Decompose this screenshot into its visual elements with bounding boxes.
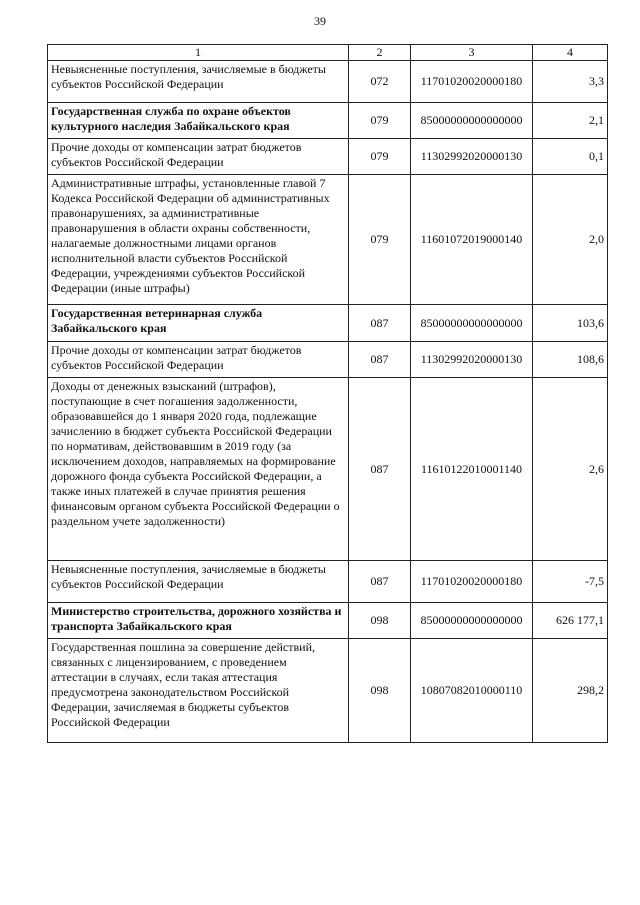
row-amount: 2,6 bbox=[533, 378, 608, 561]
row-name: Административные штрафы, установленные главой 7 Кодекса Российской Федерации об административных правонарушениях, за административные правонарушения в области охраны собственности, налагаемые должностными лицами органов исполнительной власти субъектов Российской Федерации, учреждениями субъектов Российской Федерации (иные штрафы) bbox=[48, 175, 349, 305]
column-header-kbk: 3 bbox=[411, 45, 533, 61]
column-header-code: 2 bbox=[349, 45, 411, 61]
row-name: Государственная ветеринарная служба Забайкальского края bbox=[48, 305, 349, 342]
row-kbk: 11701020020000180 bbox=[411, 561, 533, 603]
row-name: Доходы от денежных взысканий (штрафов), поступающие в счет погашения задолженности, образовавшейся до 1 января 2020 года, подлежащие зачислению в бюджет субъекта Российской Федерации по нормативам, действовавшим в 2019 году (за исключением доходов, направляемых на формирование дорожного фонда субъекта Российской Федерации, а также иных платежей в случае принятия решения финансовым органом субъекта Российской Федерации о раздельном учете задолженности) bbox=[48, 378, 349, 561]
row-amount: 2,1 bbox=[533, 103, 608, 139]
row-kbk: 11302992020000130 bbox=[411, 139, 533, 175]
row-kbk: 85000000000000000 bbox=[411, 305, 533, 342]
row-code: 087 bbox=[349, 342, 411, 378]
table-row bbox=[48, 378, 608, 561]
row-name: Невыясненные поступления, зачисляемые в бюджеты субъектов Российской Федерации bbox=[48, 61, 349, 103]
table-row bbox=[48, 175, 608, 305]
row-code: 087 bbox=[349, 561, 411, 603]
row-kbk: 11601072019000140 bbox=[411, 175, 533, 305]
row-name: Невыясненные поступления, зачисляемые в бюджеты субъектов Российской Федерации bbox=[48, 561, 349, 603]
row-name: Прочие доходы от компенсации затрат бюджетов субъектов Российской Федерации bbox=[48, 139, 349, 175]
table-header-row bbox=[48, 45, 608, 61]
row-code: 072 bbox=[349, 61, 411, 103]
row-code: 079 bbox=[349, 175, 411, 305]
page-number: 39 bbox=[314, 14, 326, 28]
row-name: Прочие доходы от компенсации затрат бюджетов субъектов Российской Федерации bbox=[48, 342, 349, 378]
row-code: 098 bbox=[349, 639, 411, 743]
row-amount: 3,3 bbox=[533, 61, 608, 103]
row-amount: -7,5 bbox=[533, 561, 608, 603]
row-amount: 298,2 bbox=[533, 639, 608, 743]
table-row bbox=[48, 639, 608, 743]
row-code: 087 bbox=[349, 378, 411, 561]
row-code: 079 bbox=[349, 139, 411, 175]
table-row bbox=[48, 342, 608, 378]
table-row bbox=[48, 603, 608, 639]
row-amount: 103,6 bbox=[533, 305, 608, 342]
row-kbk: 85000000000000000 bbox=[411, 603, 533, 639]
table-row bbox=[48, 103, 608, 139]
row-code: 079 bbox=[349, 103, 411, 139]
row-code: 087 bbox=[349, 305, 411, 342]
row-amount: 626 177,1 bbox=[533, 603, 608, 639]
row-kbk: 10807082010000110 bbox=[411, 639, 533, 743]
revenue-table bbox=[47, 44, 608, 743]
row-name: Государственная служба по охране объектов культурного наследия Забайкальского края bbox=[48, 103, 349, 139]
row-kbk: 85000000000000000 bbox=[411, 103, 533, 139]
row-name: Государственная пошлина за совершение действий, связанных с лицензированием, с проведением аттестации в случаях, если такая аттестация предусмотрена законодательством Российской Федерации, зачисляемая в бюджеты субъектов Российской Федерации bbox=[48, 639, 349, 743]
column-header-name: 1 bbox=[48, 45, 349, 61]
table-row bbox=[48, 139, 608, 175]
row-name: Министерство строительства, дорожного хозяйства и транспорта Забайкальского края bbox=[48, 603, 349, 639]
table-row bbox=[48, 61, 608, 103]
row-kbk: 11302992020000130 bbox=[411, 342, 533, 378]
column-header-amount: 4 bbox=[533, 45, 608, 61]
row-kbk: 11610122010001140 bbox=[411, 378, 533, 561]
table-row bbox=[48, 305, 608, 342]
table-row bbox=[48, 561, 608, 603]
row-kbk: 11701020020000180 bbox=[411, 61, 533, 103]
row-code: 098 bbox=[349, 603, 411, 639]
row-amount: 108,6 bbox=[533, 342, 608, 378]
row-amount: 0,1 bbox=[533, 139, 608, 175]
row-amount: 2,0 bbox=[533, 175, 608, 305]
